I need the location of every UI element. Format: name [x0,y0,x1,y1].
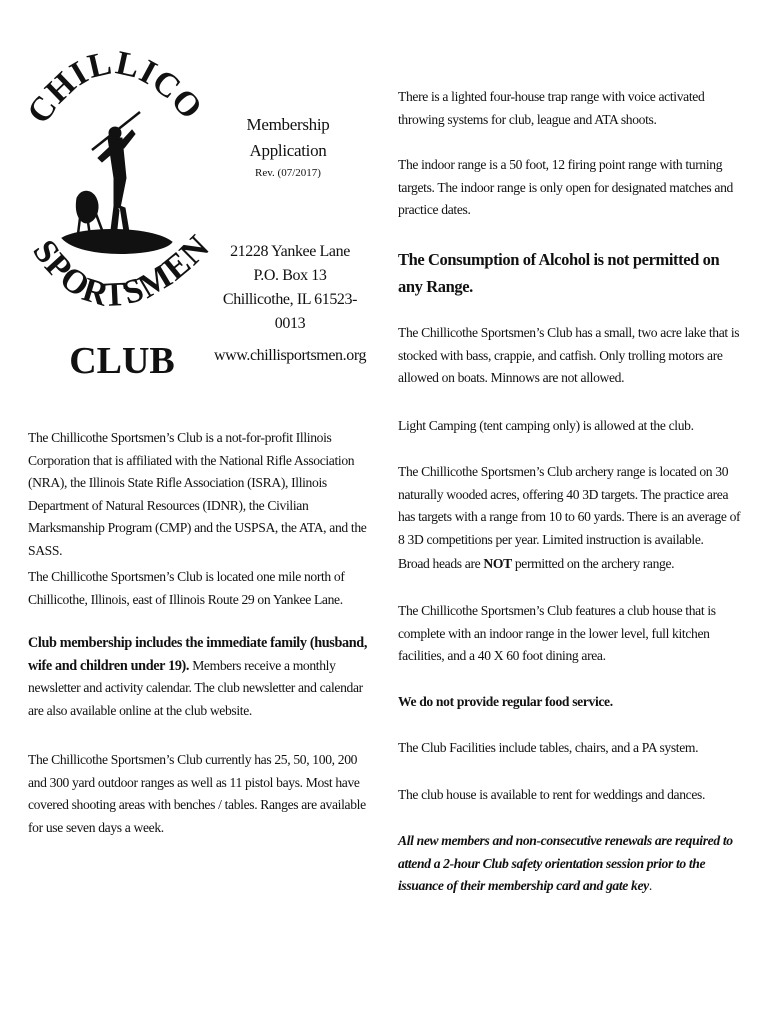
membership-paragraph [28,632,368,722]
clubhouse-paragraph: The Chillicothe Sportsmen’s Club features a club house that is complete with an indoor range in the lower level, full kitchen facilities, and a 40 X 60 foot dining area. [398,603,716,663]
ranges-paragraph: The Chillicothe Sportsmen’s Club currently has 25, 50, 100, 200 and 300 yard outdoor ranges as well as 11 pistol bays. Most have covered shooting areas with benches / tables. Ranges are available for use seven days a week. [28,752,366,835]
orientation-text: All new members and non-consecutive renewals are required to attend a 2-hour Club safety orientation session prior to the issuance of their membership card and gate key [398,833,733,893]
orientation-requirement [398,830,743,898]
logo-club-text: CLUB [69,340,175,382]
membership-bold-text: Club membership includes the immediate family (husband, wife and children under 19). [28,635,368,674]
hunter-silhouette [62,112,172,254]
indoor-range-paragraph: The indoor range is a 50 foot, 12 firing point range with turning targets. The indoor range is only open for designated matches and practice dates. [398,157,733,217]
facilities-paragraph: The Club Facilities include tables, chairs, and a PA system. [398,740,699,755]
revision-date: Rev. (07/2017) [255,167,321,179]
club-address [210,240,370,336]
club-logo [22,38,222,398]
title-line-2: Application [249,141,327,160]
svg-text:CHILLICOTHE [22,38,210,130]
address-line-2: P.O. Box 13 [253,267,327,284]
membership-rest-text: Members receive a monthly newsletter and activity calendar. The club newsletter and calendar are also available online at the club website. [28,657,363,718]
club-website: www.chillisportsmen.org [213,347,367,364]
lake-paragraph: The Chillicothe Sportsmen’s Club has a small, two acre lake that is stocked with bass, crappie, and catfish. Only trolling motors are allowed on boats. Minnows are not allowed. [398,325,740,385]
camping-paragraph: Light Camping (tent camping only) is allowed at the club. [398,418,694,433]
location-paragraph: The Chillicothe Sportsmen’s Club is located one mile north of Chillicothe, Illinois, east of Illinois Route 29 on Yankee Lane. [28,569,345,607]
broadheads-start: Broad heads are [398,556,484,571]
broadheads-not: NOT [483,556,512,571]
rental-paragraph: The club house is available to rent for weddings and dances. [398,787,706,802]
trap-range-paragraph: There is a lighted four-house trap range with voice activated throwing systems for club, league and ATA shoots. [398,89,705,127]
affiliation-paragraph: The Chillicothe Sportsmen’s Club is a not-for-profit Illinois Corporation that is affiliated with the National Rifle Association (NRA), the Illinois State Rifle Association (ISRA), Illinois Department of Natural Resources (IDNR), the Civilian Marksmanship Program (CMP) and the USPSA, the ATA, and the SASS. [28,430,367,558]
broadheads-end: permitted on the archery range. [511,556,675,571]
alcohol-heading: The Consumption of Alcohol is not permitted on any Range. [398,250,720,296]
address-line-1: 21228 Yankee Lane [230,243,350,260]
broadheads-paragraph [398,553,743,576]
title-block [228,112,348,182]
title-line-1: Membership [246,115,330,134]
address-line-3: Chillicothe, IL 61523-0013 [222,291,358,332]
logo-top-arc-text: CHILLICO [22,44,210,131]
archery-paragraph: The Chillicothe Sportsmen’s Club archery range is located on 30 naturally wooded acres, offering 40 3D targets. The practice area has targets with a range from 10 to 60 yards. There is an average of 8 3D competitions per year. Limited instruction is available. [398,464,741,547]
logo-bottom-arc-text: SPORTSMEN [25,227,218,314]
orientation-period: . [648,878,652,893]
food-service-note: We do not provide regular food service. [398,694,613,709]
